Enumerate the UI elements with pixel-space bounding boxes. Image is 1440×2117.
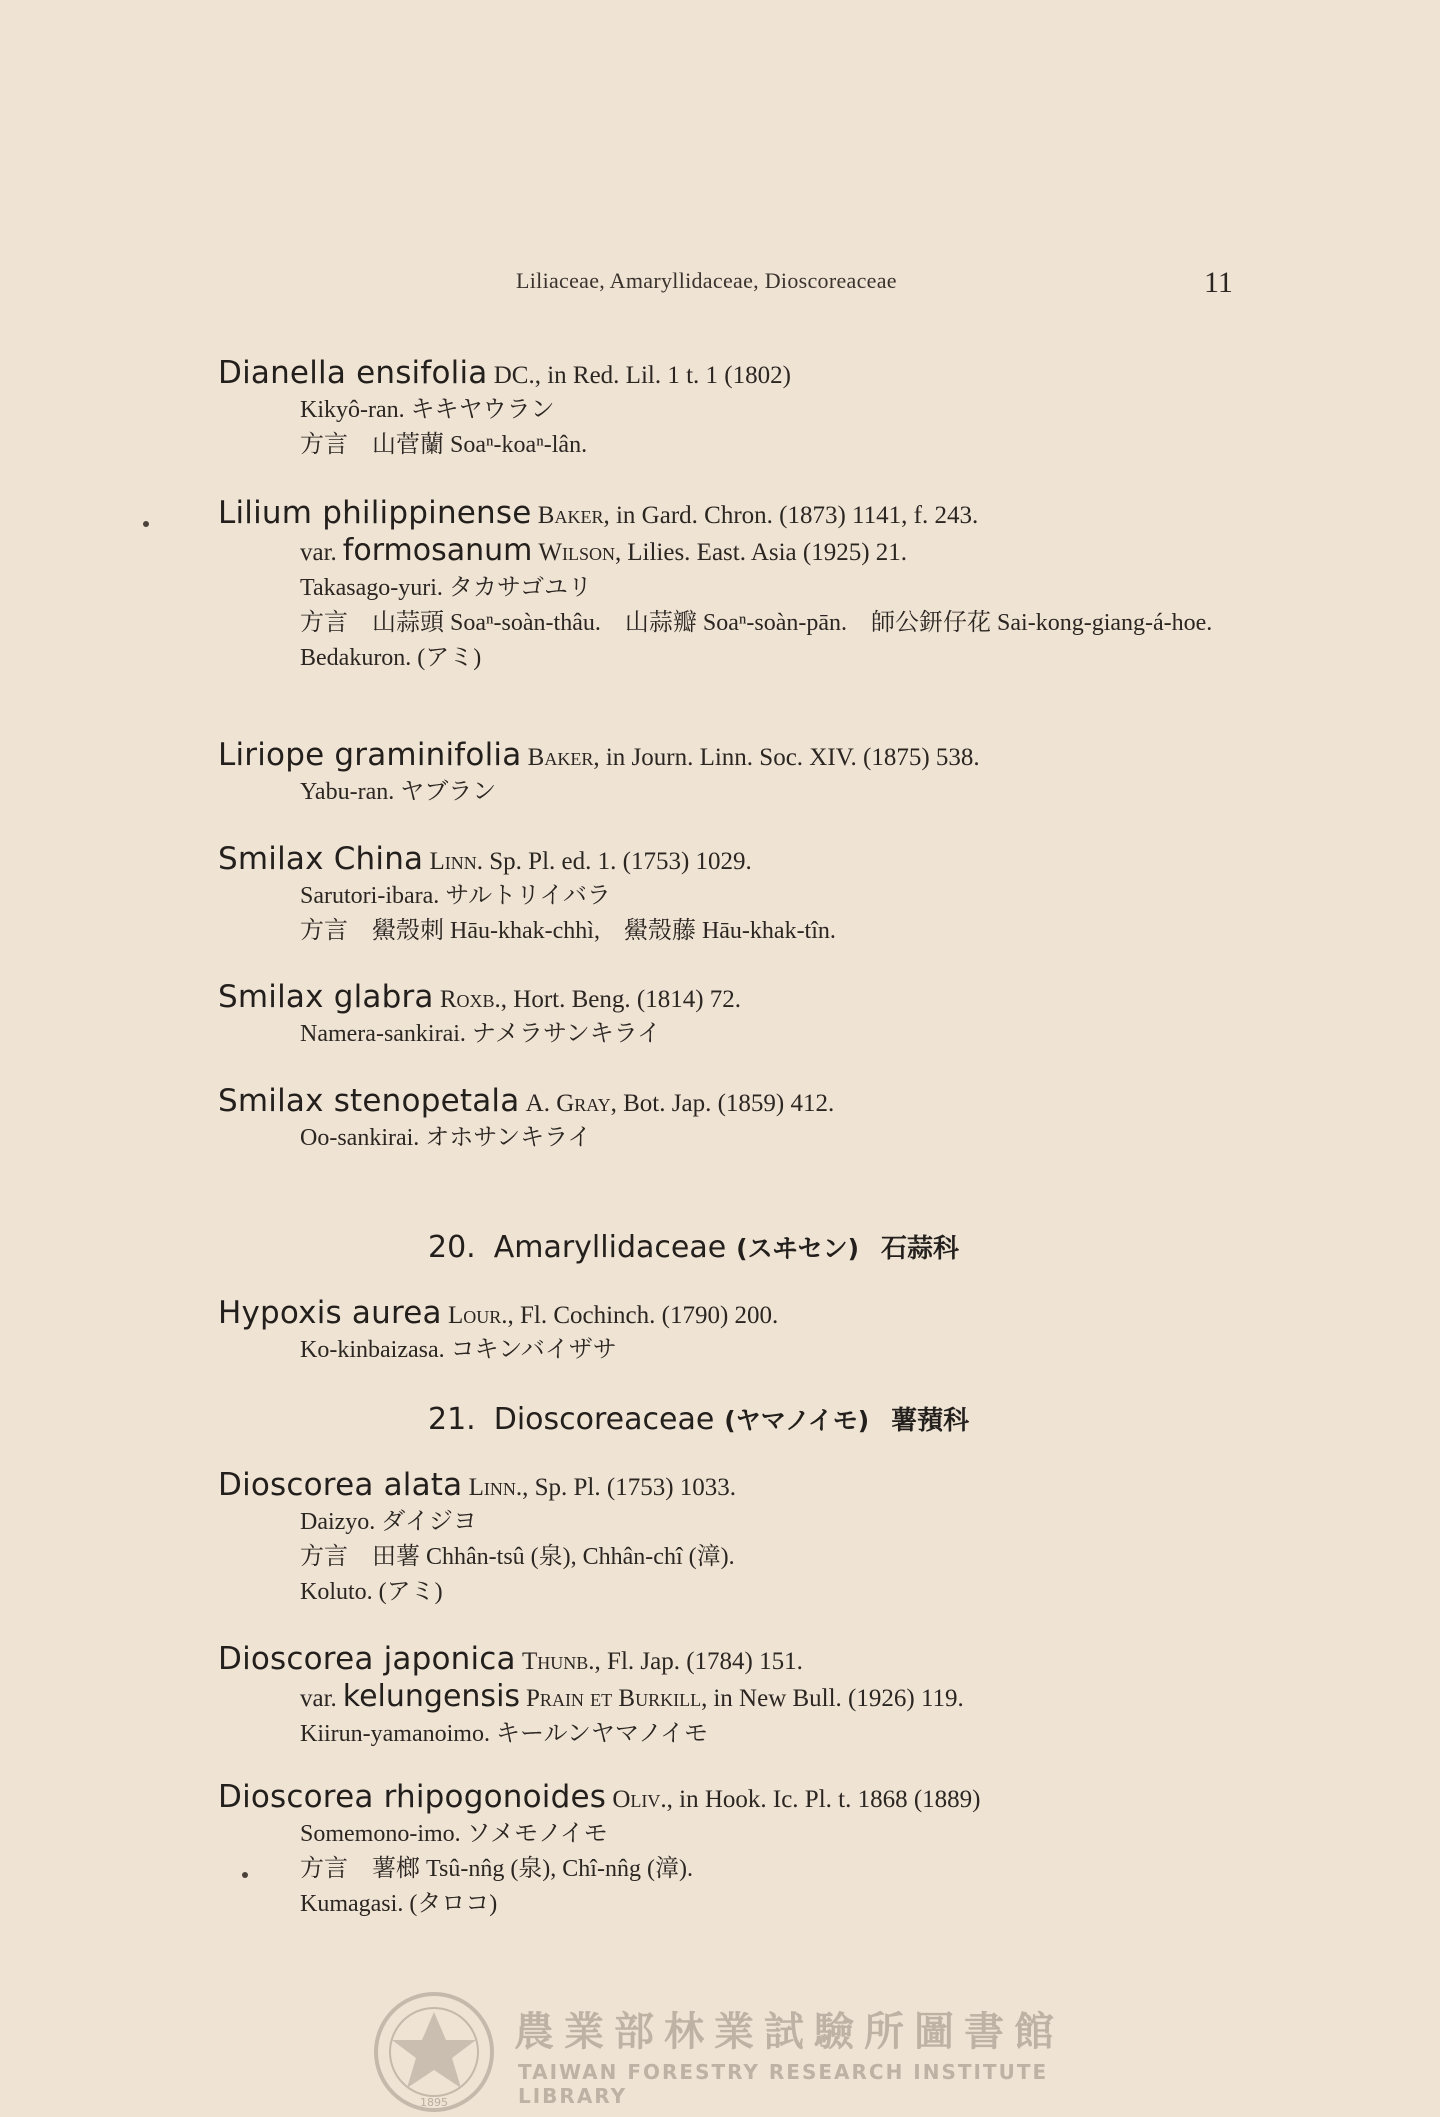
author: Baker, bbox=[527, 744, 600, 771]
japanese-name: Kiirun-yamanoimo. キールンヤマノイモ bbox=[300, 1721, 709, 1747]
japanese-name: Kikyô-ran. キキヤウラン bbox=[300, 397, 555, 423]
entry-heading bbox=[218, 356, 1278, 393]
japanese-name: Sarutori-ibara. サルトリイバラ bbox=[300, 883, 611, 909]
variety-author: Wilson, bbox=[538, 539, 622, 566]
entry-dioscorea-japonica bbox=[218, 1642, 1278, 1752]
library-watermark bbox=[372, 1990, 1092, 2115]
family-kana: (ヤマノイモ) bbox=[724, 1406, 870, 1435]
page-number: 11 bbox=[1204, 266, 1233, 299]
scientific-name: Liriope graminifolia bbox=[218, 737, 522, 773]
citation: in Hook. Ic. Pl. t. 1868 (1889) bbox=[679, 1786, 981, 1813]
scientific-name: Smilax glabra bbox=[218, 979, 434, 1015]
family-name: Amaryllidaceae bbox=[493, 1230, 727, 1265]
running-head: Liliaceae, Amaryllidaceae, Dioscoreaceae bbox=[516, 268, 897, 293]
citation: Fl. Jap. (1784) 151. bbox=[607, 1648, 803, 1675]
aboriginal-name: Kumagasi. (タロコ) bbox=[300, 1891, 498, 1917]
family-heading-amaryllidaceae bbox=[428, 1228, 959, 1265]
dialect-name: 方言 薯榔 Tsû-nn̂g (泉), Chî-nn̂g (漳). bbox=[300, 1856, 693, 1882]
variety-line bbox=[218, 533, 1278, 571]
entry-smilax-stenopetala bbox=[218, 1084, 1278, 1156]
aboriginal-name: Bedakuron. (アミ) bbox=[300, 645, 482, 671]
scientific-name: Dioscorea rhipogonoides bbox=[218, 1779, 607, 1815]
library-emblem-icon bbox=[372, 1990, 497, 2115]
family-number: 20. bbox=[428, 1230, 476, 1265]
family-number: 21. bbox=[428, 1402, 476, 1437]
scientific-name: Dianella ensifolia bbox=[218, 355, 488, 391]
japanese-name: Daizyo. ダイジヨ bbox=[300, 1509, 477, 1535]
author: DC., bbox=[493, 362, 541, 389]
emblem-year: 1895 bbox=[420, 2096, 448, 2109]
family-heading-dioscoreaceae bbox=[428, 1400, 969, 1437]
aboriginal-name: Koluto. (アミ) bbox=[300, 1579, 443, 1605]
japanese-name: Ko-kinbaizasa. コキンバイザサ bbox=[300, 1337, 617, 1363]
entry-hypoxis-aurea bbox=[218, 1296, 1278, 1368]
entry-dioscorea-alata bbox=[218, 1468, 1278, 1610]
entry-heading bbox=[218, 1084, 1278, 1121]
entry-heading bbox=[218, 1296, 1278, 1333]
scientific-name: Dioscorea alata bbox=[218, 1467, 463, 1503]
variety-citation: Lilies. East. Asia (1925) 21. bbox=[627, 539, 908, 566]
entry-heading bbox=[218, 738, 1278, 775]
entry-heading bbox=[218, 1780, 1278, 1817]
citation: in Red. Lil. 1 t. 1 (1802) bbox=[547, 362, 791, 389]
entry-dianella-ensifolia bbox=[218, 356, 1278, 463]
author: Thunb., bbox=[522, 1648, 601, 1675]
citation: Sp. Pl. (1753) 1033. bbox=[534, 1474, 737, 1501]
library-name-chinese: 農業部林業試驗所圖書館 bbox=[514, 2009, 1064, 2055]
entry-heading bbox=[218, 496, 1278, 533]
dialect-name: 方言 山蒜頭 Soaⁿ-soàn-thâu. 山蒜瓣 Soaⁿ-soàn-pān. 師公鈃仔花 Sai-kong-giang-á-hoe. bbox=[300, 610, 1213, 636]
family-han: 石蒜科 bbox=[881, 1234, 960, 1264]
family-name: Dioscoreaceae bbox=[493, 1402, 715, 1437]
scientific-name: Lilium philippinense bbox=[218, 495, 532, 531]
author: Lour., bbox=[447, 1302, 514, 1329]
citation: Fl. Cochinch. (1790) 200. bbox=[519, 1302, 779, 1329]
japanese-name: Oo-sankirai. オホサンキライ bbox=[300, 1125, 592, 1151]
variety-name: formosanum bbox=[342, 533, 533, 568]
entry-smilax-glabra bbox=[218, 980, 1278, 1052]
print-speck bbox=[143, 521, 149, 527]
scientific-name: Smilax stenopetala bbox=[218, 1083, 520, 1119]
author: Linn. bbox=[429, 848, 484, 875]
entry-lilium-philippinense bbox=[218, 496, 1278, 676]
entry-heading bbox=[218, 980, 1278, 1017]
variety-keyword: var. bbox=[300, 539, 337, 566]
citation: Sp. Pl. ed. 1. (1753) 1029. bbox=[489, 848, 752, 875]
japanese-name: Somemono-imo. ソメモノイモ bbox=[300, 1821, 608, 1847]
author: Linn., bbox=[468, 1474, 529, 1501]
dialect-name: 方言 田薯 Chhân-tsû (泉), Chhân-chî (漳). bbox=[300, 1544, 735, 1570]
scientific-name: Dioscorea japonica bbox=[218, 1641, 516, 1677]
variety-author: Prain et Burkill, bbox=[526, 1685, 708, 1712]
dialect-name: 方言 鱟殼刺 Hāu-khak-chhì, 鱟殼藤 Hāu-khak-tîn. bbox=[300, 918, 836, 944]
variety-name: kelungensis bbox=[342, 1679, 521, 1714]
scientific-name: Smilax China bbox=[218, 841, 424, 877]
variety-citation: in New Bull. (1926) 119. bbox=[713, 1685, 964, 1712]
japanese-name: Takasago-yuri. タカサゴユリ bbox=[300, 575, 592, 601]
scientific-name: Hypoxis aurea bbox=[218, 1295, 442, 1331]
entry-heading bbox=[218, 1468, 1278, 1505]
entry-heading bbox=[218, 1642, 1278, 1679]
author: A. Gray, bbox=[525, 1090, 617, 1117]
author: Baker, bbox=[537, 502, 610, 529]
japanese-name: Namera-sankirai. ナメラサンキライ bbox=[300, 1021, 662, 1047]
citation: in Gard. Chron. (1873) 1141, f. 243. bbox=[615, 502, 979, 529]
entry-smilax-china bbox=[218, 842, 1278, 949]
entry-liriope-graminifolia bbox=[218, 738, 1278, 810]
print-speck bbox=[242, 1872, 248, 1878]
entry-heading bbox=[218, 842, 1278, 879]
citation: Hort. Beng. (1814) 72. bbox=[513, 986, 742, 1013]
author: Roxb., bbox=[439, 986, 508, 1013]
japanese-name: Yabu-ran. ヤブラン bbox=[300, 779, 497, 805]
family-kana: (スヰセン) bbox=[736, 1234, 860, 1263]
dialect-name: 方言 山菅蘭 Soaⁿ-koaⁿ-lân. bbox=[300, 432, 588, 458]
variety-keyword: var. bbox=[300, 1685, 337, 1712]
family-han: 薯蕷科 bbox=[891, 1406, 970, 1436]
library-name-english: TAIWAN FORESTRY RESEARCH INSTITUTE LIBRARY bbox=[518, 2060, 1049, 2108]
author: Oliv., bbox=[612, 1786, 673, 1813]
entry-dioscorea-rhipogonoides bbox=[218, 1780, 1278, 1922]
citation: Bot. Jap. (1859) 412. bbox=[623, 1090, 835, 1117]
variety-line bbox=[218, 1679, 1278, 1717]
citation: in Journ. Linn. Soc. XIV. (1875) 538. bbox=[605, 744, 980, 771]
